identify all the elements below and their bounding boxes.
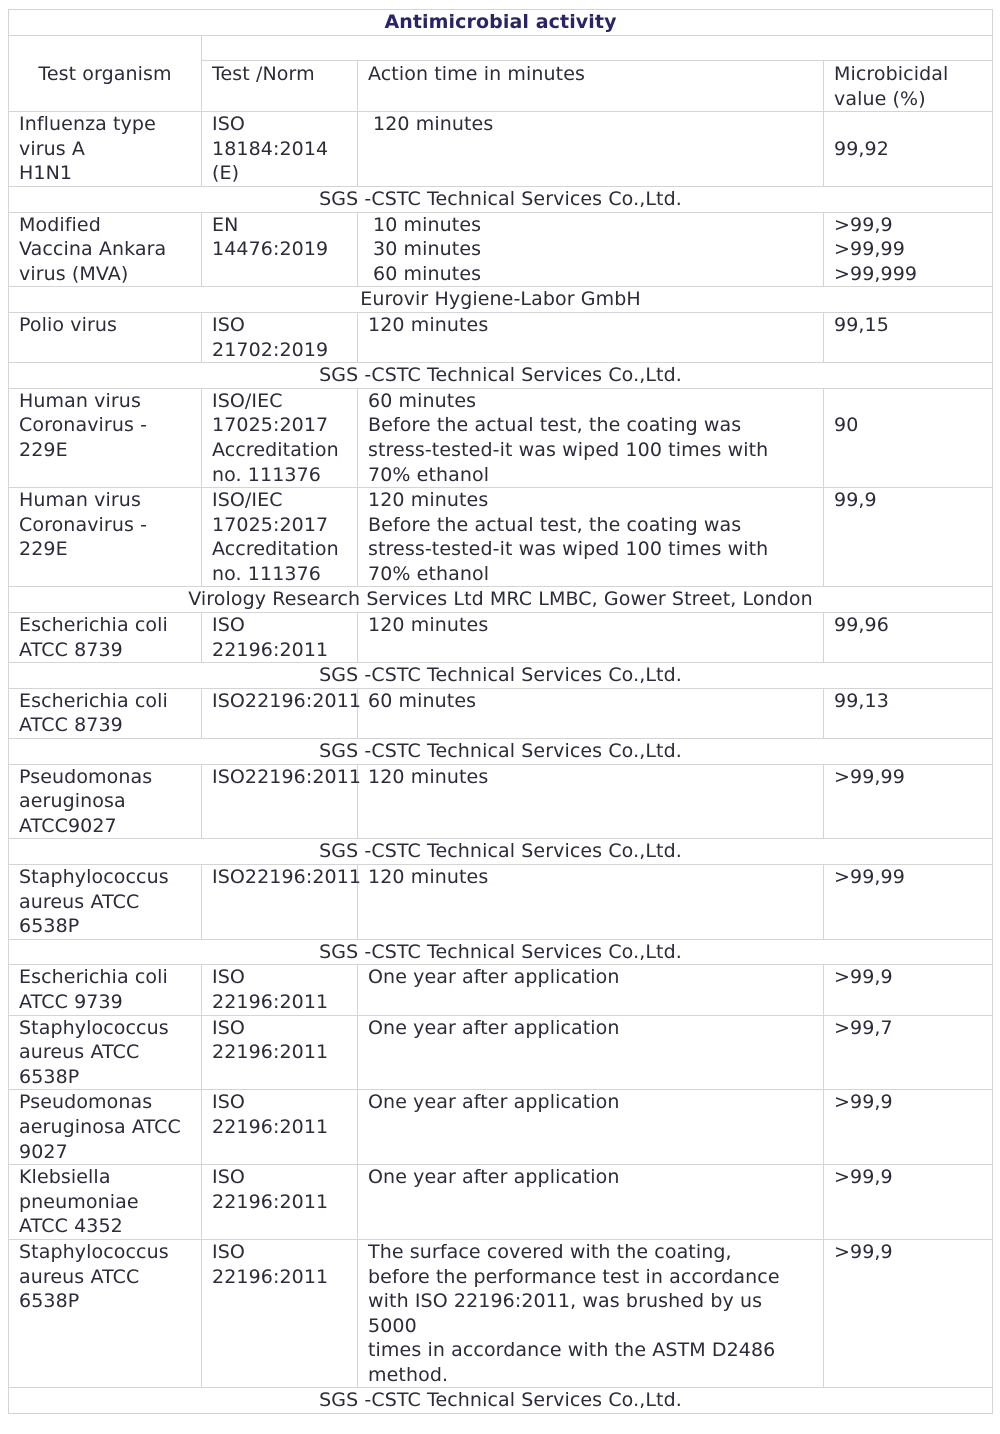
table-row [9,1015,993,1090]
cell-test-norm: ISO 22196:2011 [202,1165,358,1240]
table-row [9,965,993,1015]
table-row [9,112,993,187]
cell-test-norm: ISO 22196:2011 [202,1239,358,1388]
table-row [9,1239,993,1388]
cell-test-norm: ISO22196:2011 [202,764,358,839]
cell-microbicidal-value: >99,9 [824,965,993,1015]
cell-test-norm: ISO 18184:2014 (E) [202,112,358,187]
source-row [9,587,993,613]
cell-test-organism: Staphylococcus aureus ATCC 6538P [9,865,202,940]
cell-test-norm: ISO 22196:2011 [202,1015,358,1090]
source-row [9,363,993,389]
header-test-organism: Test organism [9,36,202,112]
cell-test-norm: ISO22196:2011 [202,865,358,940]
cell-test-norm: ISO 22196:2011 [202,1090,358,1165]
cell-test-organism: Polio virus [9,312,202,362]
test-lab-source: SGS -CSTC Technical Services Co.,Ltd. [9,186,993,212]
test-lab-source: SGS -CSTC Technical Services Co.,Ltd. [9,663,993,689]
table-row [9,613,993,663]
cell-action-time: 120 minutes [358,764,824,839]
cell-microbicidal-value: 90 [824,388,993,487]
cell-action-time: 120 minutes Before the actual test, the coating was stress-tested-it was wiped 100 times with 70% ethanol [358,488,824,587]
cell-test-organism: Modified Vaccina Ankara virus (MVA) [9,212,202,287]
cell-test-organism: Staphylococcus aureus ATCC 6538P [9,1015,202,1090]
cell-microbicidal-value: >99,99 [824,764,993,839]
cell-test-organism: Human virus Coronavirus - 229E [9,488,202,587]
header-row [9,36,993,61]
cell-test-organism: Escherichia coli ATCC 8739 [9,688,202,738]
cell-microbicidal-value: >99,9 [824,1090,993,1165]
test-lab-source: SGS -CSTC Technical Services Co.,Ltd. [9,1388,993,1414]
cell-microbicidal-value: >99,9 [824,1239,993,1388]
header-test-norm: Test /Norm [202,61,358,112]
cell-test-norm: ISO/IEC 17025:2017 Accreditation no. 111376 [202,388,358,487]
table-row [9,488,993,587]
source-row [9,939,993,965]
test-lab-source: SGS -CSTC Technical Services Co.,Ltd. [9,939,993,965]
table-row [9,212,993,287]
cell-test-norm: ISO 22196:2011 [202,965,358,1015]
table-row [9,764,993,839]
cell-test-organism: Escherichia coli ATCC 9739 [9,965,202,1015]
test-lab-source: Eurovir Hygiene-Labor GmbH [9,287,993,313]
cell-test-norm: EN 14476:2019 [202,212,358,287]
cell-test-norm: ISO/IEC 17025:2017 Accreditation no. 111376 [202,488,358,587]
cell-test-organism: Pseudomonas aeruginosa ATCC 9027 [9,1090,202,1165]
table-row [9,312,993,362]
cell-microbicidal-value: >99,99 [824,865,993,940]
cell-action-time: One year after application [358,1090,824,1165]
source-row [9,287,993,313]
cell-microbicidal-value: 99,96 [824,613,993,663]
source-row [9,739,993,765]
cell-action-time: The surface covered with the coating, before the performance test in accordance with ISO 22196:2011, was brushed by us 5000 times in accordance with the ASTM D2486 method. [358,1239,824,1388]
source-row [9,1388,993,1414]
source-row [9,839,993,865]
test-lab-source: SGS -CSTC Technical Services Co.,Ltd. [9,363,993,389]
cell-action-time: One year after application [358,1165,824,1240]
cell-test-organism: Influenza type virus A H1N1 [9,112,202,187]
source-row [9,186,993,212]
source-row [9,663,993,689]
header-action-time: Action time in minutes [358,61,824,112]
test-lab-source: SGS -CSTC Technical Services Co.,Ltd. [9,839,993,865]
antimicrobial-table [8,9,993,1414]
cell-test-norm: ISO 21702:2019 [202,312,358,362]
table-row [9,688,993,738]
header-spacer [202,36,993,61]
test-lab-source: Virology Research Services Ltd MRC LMBC, Gower Street, London [9,587,993,613]
cell-microbicidal-value: >99,7 [824,1015,993,1090]
cell-test-organism: Pseudomonas aeruginosa ATCC9027 [9,764,202,839]
table-title: Antimicrobial activity [9,10,993,36]
cell-action-time: 120 minutes [358,112,824,187]
table-row [9,388,993,487]
cell-microbicidal-value: 99,9 [824,488,993,587]
cell-test-organism: Human virus Coronavirus - 229E [9,388,202,487]
cell-test-norm: ISO22196:2011 [202,688,358,738]
cell-action-time: 60 minutes [358,688,824,738]
table-row [9,865,993,940]
cell-microbicidal-value: 99,92 [824,112,993,187]
cell-test-organism: Escherichia coli ATCC 8739 [9,613,202,663]
cell-action-time: One year after application [358,965,824,1015]
cell-microbicidal-value: 99,13 [824,688,993,738]
cell-test-organism: Klebsiella pneumoniae ATCC 4352 [9,1165,202,1240]
cell-action-time: 120 minutes [358,613,824,663]
cell-test-organism: Staphylococcus aureus ATCC 6538P [9,1239,202,1388]
table-row [9,1165,993,1240]
cell-action-time: 60 minutes Before the actual test, the coating was stress-tested-it was wiped 100 times with 70% ethanol [358,388,824,487]
test-lab-source: SGS -CSTC Technical Services Co.,Ltd. [9,739,993,765]
cell-microbicidal-value: >99,9 >99,99 >99,999 [824,212,993,287]
cell-action-time: 10 minutes 30 minutes 60 minutes [358,212,824,287]
cell-action-time: One year after application [358,1015,824,1090]
cell-microbicidal-value: >99,9 [824,1165,993,1240]
header-microbicidal-value: Microbicidal value (%) [824,61,993,112]
title-row [9,10,993,36]
table-row [9,1090,993,1165]
cell-action-time: 120 minutes [358,865,824,940]
cell-action-time: 120 minutes [358,312,824,362]
cell-test-norm: ISO 22196:2011 [202,613,358,663]
cell-microbicidal-value: 99,15 [824,312,993,362]
